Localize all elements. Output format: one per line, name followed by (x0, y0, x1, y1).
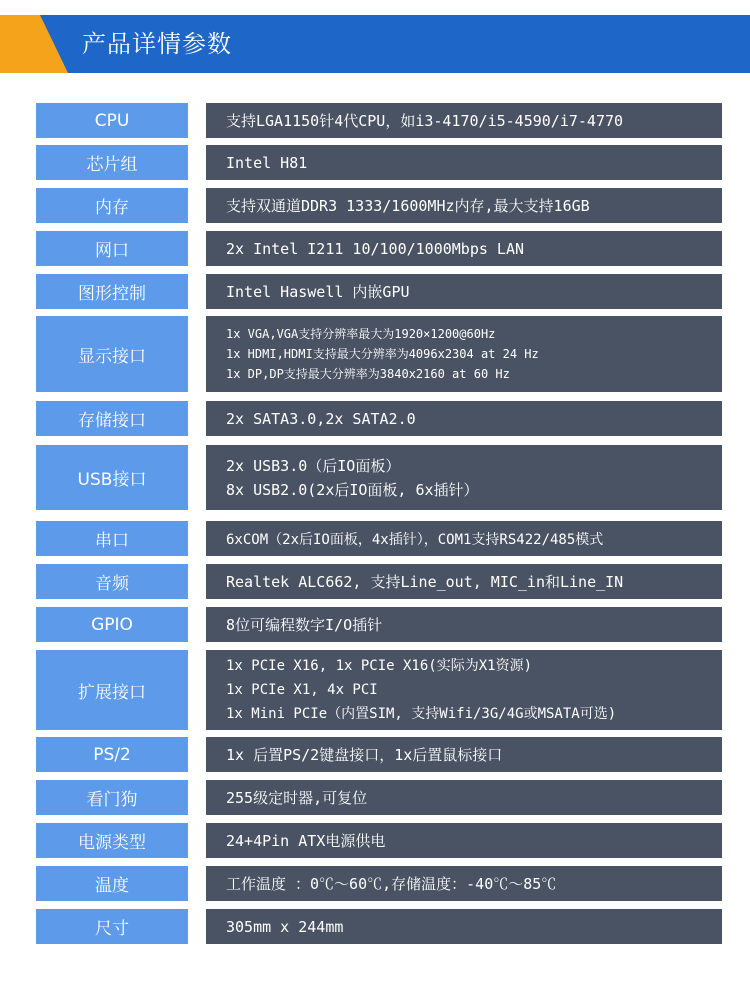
spec-row-usb (0, 445, 750, 510)
spec-label: 扩展接口 (36, 650, 188, 730)
spec-value (206, 823, 722, 858)
spec-value (206, 188, 722, 223)
spec-value (206, 231, 722, 266)
page-title: 产品详情参数 (82, 30, 232, 58)
spec-value-line: 8位可编程数字I/O插针 (226, 616, 383, 634)
spec-value (206, 650, 722, 730)
spec-row-memory (0, 188, 750, 223)
spec-row-serial (0, 521, 750, 556)
spec-value (206, 145, 722, 180)
spec-value-line: 1x HDMI,HDMI支持最大分辨率为4096x2304 at 24 Hz (226, 347, 539, 361)
spec-row-network (0, 231, 750, 266)
spec-label: 芯片组 (36, 145, 188, 180)
spec-value-line: 1x PCIe X16, 1x PCIe X16(实际为X1资源) (226, 658, 533, 674)
spec-value-line: 8x USB2.0(2x后IO面板, 6x插针） (226, 480, 479, 499)
spec-value (206, 780, 722, 815)
spec-label: 音频 (36, 564, 188, 599)
spec-label: 看门狗 (36, 780, 188, 815)
spec-row-gpio (0, 607, 750, 642)
spec-row-storage (0, 401, 750, 436)
spec-row-cpu (0, 103, 750, 138)
spec-value-line: 1x PCIe X1, 4x PCI (226, 682, 378, 698)
spec-row-display (0, 316, 750, 392)
spec-value-line: Intel H81 (226, 153, 308, 172)
spec-value (206, 103, 722, 138)
spec-label: GPIO (36, 607, 188, 642)
spec-value-line: 2x Intel I211 10/100/1000Mbps LAN (226, 239, 525, 258)
spec-value (206, 274, 722, 309)
spec-value (206, 737, 722, 772)
spec-value (206, 316, 722, 392)
spec-label: USB接口 (36, 445, 188, 510)
spec-value-line: Realtek ALC662, 支持Line_out, MIC_in和Line_IN (226, 573, 624, 591)
spec-label: 电源类型 (36, 823, 188, 858)
spec-row-power (0, 823, 750, 858)
spec-value-line: 1x 后置PS/2键盘接口，1x后置鼠标接口 (226, 746, 503, 764)
spec-value-line: 支持LGA1150针4代CPU，如i3-4170/i5-4590/i7-4770 (226, 112, 624, 130)
spec-value-line: 24+4Pin ATX电源供电 (226, 832, 386, 850)
spec-row-dimensions (0, 909, 750, 944)
section-header (0, 15, 750, 73)
spec-row-temperature (0, 866, 750, 901)
spec-value (206, 521, 722, 556)
spec-row-ps2 (0, 737, 750, 772)
spec-value (206, 564, 722, 599)
spec-row-expansion (0, 650, 750, 730)
spec-value (206, 445, 722, 510)
spec-row-watchdog (0, 780, 750, 815)
spec-value-line: 工作温度 ：0℃～60℃,存储温度：-40℃～85℃ (226, 875, 557, 893)
spec-label: 尺寸 (36, 909, 188, 944)
spec-value (206, 909, 722, 944)
header-accent-shape (0, 15, 68, 73)
spec-row-chipset (0, 145, 750, 180)
spec-value-line: 2x USB3.0（后IO面板） (226, 456, 401, 475)
spec-value (206, 607, 722, 642)
spec-value-line: 6xCOM（2x后IO面板，4x插针），COM1支持RS422/485模式 (226, 531, 604, 548)
spec-label: 温度 (36, 866, 188, 901)
spec-row-graphics (0, 274, 750, 309)
spec-row-audio (0, 564, 750, 599)
spec-label: 串口 (36, 521, 188, 556)
spec-value (206, 866, 722, 901)
spec-value-line: 1x DP,DP支持最大分辨率为3840x2160 at 60 Hz (226, 367, 510, 381)
spec-label: 内存 (36, 188, 188, 223)
spec-value-line: 1x Mini PCIe（内置SIM, 支持Wifi/3G/4G或MSATA可选) (226, 706, 617, 722)
spec-label: 图形控制 (36, 274, 188, 309)
spec-label: 存储接口 (36, 401, 188, 436)
spec-value-line: Intel Haswell 内嵌GPU (226, 283, 410, 301)
spec-value-line: 支持双通道DDR3 1333/1600MHz内存,最大支持16GB (226, 197, 590, 215)
spec-value-line: 2x SATA3.0,2x SATA2.0 (226, 409, 416, 428)
spec-value-line: 255级定时器,可复位 (226, 789, 368, 807)
spec-label: PS/2 (36, 737, 188, 772)
spec-value-line: 1x VGA,VGA支持分辨率最大为1920×1200@60Hz (226, 327, 496, 341)
spec-value-line: 305mm x 244mm (226, 917, 344, 936)
spec-label: 显示接口 (36, 316, 188, 392)
spec-value (206, 401, 722, 436)
spec-label: 网口 (36, 231, 188, 266)
spec-label: CPU (36, 103, 188, 138)
